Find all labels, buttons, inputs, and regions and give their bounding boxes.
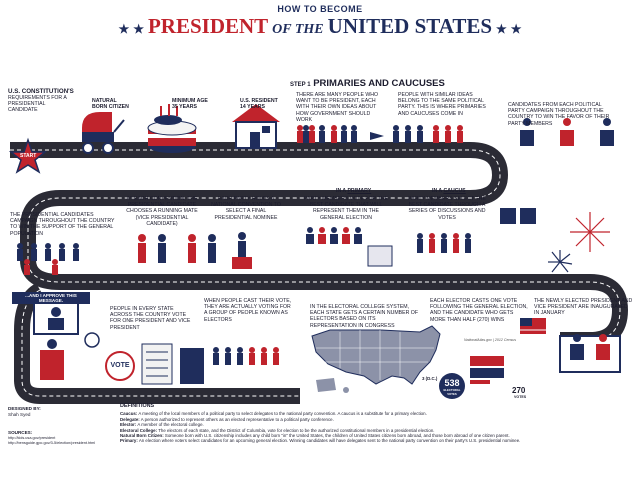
designer-name: Shah Syed [8,412,31,417]
req-natural-born: NATURAL BORN CITIZEN [92,98,129,111]
step2-name: NATIONAL CONVENTIONS [142,178,263,189]
source-link-1[interactable]: http://kids.usa.gov/president [8,436,56,440]
caucus-heading-pre: IN A [432,188,442,194]
definition-term: Natural Born Citizen: [120,433,164,439]
primary-heading-pre: IN A [336,188,346,194]
step3-name: GENERAL ELECTION [129,289,227,300]
map-credit: NationalAtlas.gov | 2012 Census [464,338,517,342]
approve-message: ...AND I APPROVE THIS MESSAGE. [12,292,90,304]
primary-text: PARTY MEMBERS VOTE FOR THE BEST CANDIDATE THAT WILL REPRESENT THEM IN THE GENERAL ELECTION [303,196,389,221]
star-icon: ★ [118,22,130,36]
step2-title [142,178,286,189]
crowd-icon [297,125,463,143]
definition-term: Primary: [120,438,138,444]
source-link-2[interactable]: http://bensguide.gpo.gov/3-5/election/president.html [8,441,96,445]
fireworks-icon [548,212,610,272]
step4-system-text: IN THE ELECTORAL COLLEGE SYSTEM, EACH STATE GETS A CERTAIN NUMBER OF ELECTORS BASED ON ITS REPRESENTATION IN CONGRESS [310,304,418,329]
definition-text: A member of the electoral college. [137,422,204,428]
designed-label: DESIGNED BY: [8,406,41,411]
step3-prefix: STEP 3 [106,293,127,299]
primary-heading-word: PRIMARY [347,188,372,194]
caucus-text: PARTY MEMBERS SELECT THE BEST CANDIDATE THROUGH A SERIES OF DISCUSSIONS AND VOTES [408,196,486,221]
step1-title [290,78,445,89]
definition-text: The electors of each state, and the District of Columbia, vote for election to be the authorized constitutional members in a presidential election. [158,427,435,433]
step4-title [306,289,436,300]
step4-prefix: STEP 4 [306,293,327,299]
step1-text-left: THERE ARE MANY PEOPLE WHO WANT TO BE PRESIDENT, EACH WITH THEIR OWN IDEAS ABOUT HOW GOVERNMENT SHOULD WORK [296,92,379,123]
tv-candidate-icon [34,300,99,380]
step2-suffix: STEP 2 [265,182,286,188]
definition-text: A meeting of the local members of a political party to select delegates to the national party convention. A caucus is a substitute for a primary election. [138,411,427,417]
step1-prefix: STEP 1 [290,82,311,88]
step4-name: ELECTORAL COLLEGE [329,289,436,300]
definition-term: Delegate: [120,416,140,422]
title-of-the: OF THE [272,22,324,37]
definition-term: Electoral College: [120,427,158,433]
req-resident: U.S. RESIDENT 14 YEARS [240,98,278,111]
title-president: PRESIDENT [147,14,269,38]
birthday-cake-icon [148,104,196,153]
definition-item [120,438,630,443]
step1-name: PRIMARIES AND CAUCUSES [313,78,445,89]
winning-number: 270 [512,386,526,395]
electoral-votes-number: 538 [444,378,460,388]
definitions-heading: DEFINITIONS [120,403,155,409]
primary-heading [336,188,396,194]
house-icon [232,104,280,148]
step1-text-right: PEOPLE WITH SIMILAR IDEAS BELONG TO THE SAME POLITICAL PARTY. THIS IS WHERE PRIMARIES AND CAUCUSES COME IN [398,92,486,117]
vote-bars-icon [470,356,504,384]
star-icon: ★ [510,22,522,36]
start-label: START [20,153,37,159]
sources-label: SOURCES: [8,430,33,435]
step2-campaign-text: THE PRESIDENTIAL CANDIDATES CAMPAIGN THROUGHOUT THE COUNTRY TO WIN THE SUPPORT OF THE GENERAL POPULATION [10,212,115,237]
title-united-states: UNITED STATES [327,14,493,38]
step3-electors-text: WHEN PEOPLE CAST THEIR VOTE, THEY ARE ACTUALLY VOTING FOR A GROUP OF PEOPLE KNOWN AS ELECTORS [204,298,292,323]
definitions [120,404,630,444]
us-map-icon [312,326,440,393]
inauguration-icon [520,318,620,372]
caucus-heading-word: CAUCUS [443,188,466,194]
step2-running-mate-text: AT EACH CONVENTION, THE PRESIDENTIAL CANDIDATE CHOOSES A RUNNING MATE (VICE PRESIDENTIAL CANDIDATE) [126,196,198,227]
pre-title: HOW TO BECOME [277,4,363,14]
electoral-votes-label: ELECTORAL VOTES [443,388,461,396]
star-icon: ★ [496,22,507,36]
requirements-heading: U.S. CONSTITUTION'S [8,88,74,95]
step1-text-far-right: CANDIDATES FROM EACH POLITICAL PARTY CAMPAIGN THROUGHOUT THE COUNTRY TO WIN THE FAVOR OF THEIR PARTY MEMBERS [508,102,610,127]
final-text: THE NEWLY ELECTED PRESIDENT AND VICE PRESIDENT ARE INAUGURATED IN JANUARY [534,298,633,317]
definition-text: A person authorized to represent others as an elected representative to a political party conference. [140,416,334,422]
definition-term: Caucus: [120,411,138,417]
star-icon: ★ [133,22,144,36]
electors-icon [213,347,279,365]
req-minimum-age: MINIMUM AGE 35 YEARS [172,98,208,111]
vote-label: VOTE [110,362,130,369]
definition-text: Someone born with U.S. citizenship includes any child born "in" the United States, the children of United States citizens born abroad, and those born abroad of one citizen parent. [164,433,510,439]
definition-term: Elector: [120,422,137,428]
step4-winner-text: EACH ELECTOR CASTS ONE VOTE FOLLOWING THE GENERAL ELECTION, AND THE CANDIDATE WHO GETS MORE THAN HALF (270) WINS [430,298,528,323]
requirements-subheading: REQUIREMENTS FOR A PRESIDENTIAL CANDIDATE [8,95,67,114]
step3-vote-text: PEOPLE IN EVERY STATE ACROSS THE COUNTRY VOTE FOR ONE PRESIDENT AND VICE PRESIDENT [110,306,191,331]
caucus-heading [432,188,492,194]
definition-text: An election where voters select candidates for an upcoming general election. Winning candidates will have delegates sent to the national party convention on their party's U.S. presidential nominee. [138,438,521,444]
winning-label: VOTES [514,395,527,399]
step2-nominee-text: EACH PARTY HOLDS A NATIONAL CONVENTION TO SELECT A FINAL PRESIDENTIAL NOMINEE [211,196,281,221]
dc-label: 3 (D.C.) [422,376,438,381]
